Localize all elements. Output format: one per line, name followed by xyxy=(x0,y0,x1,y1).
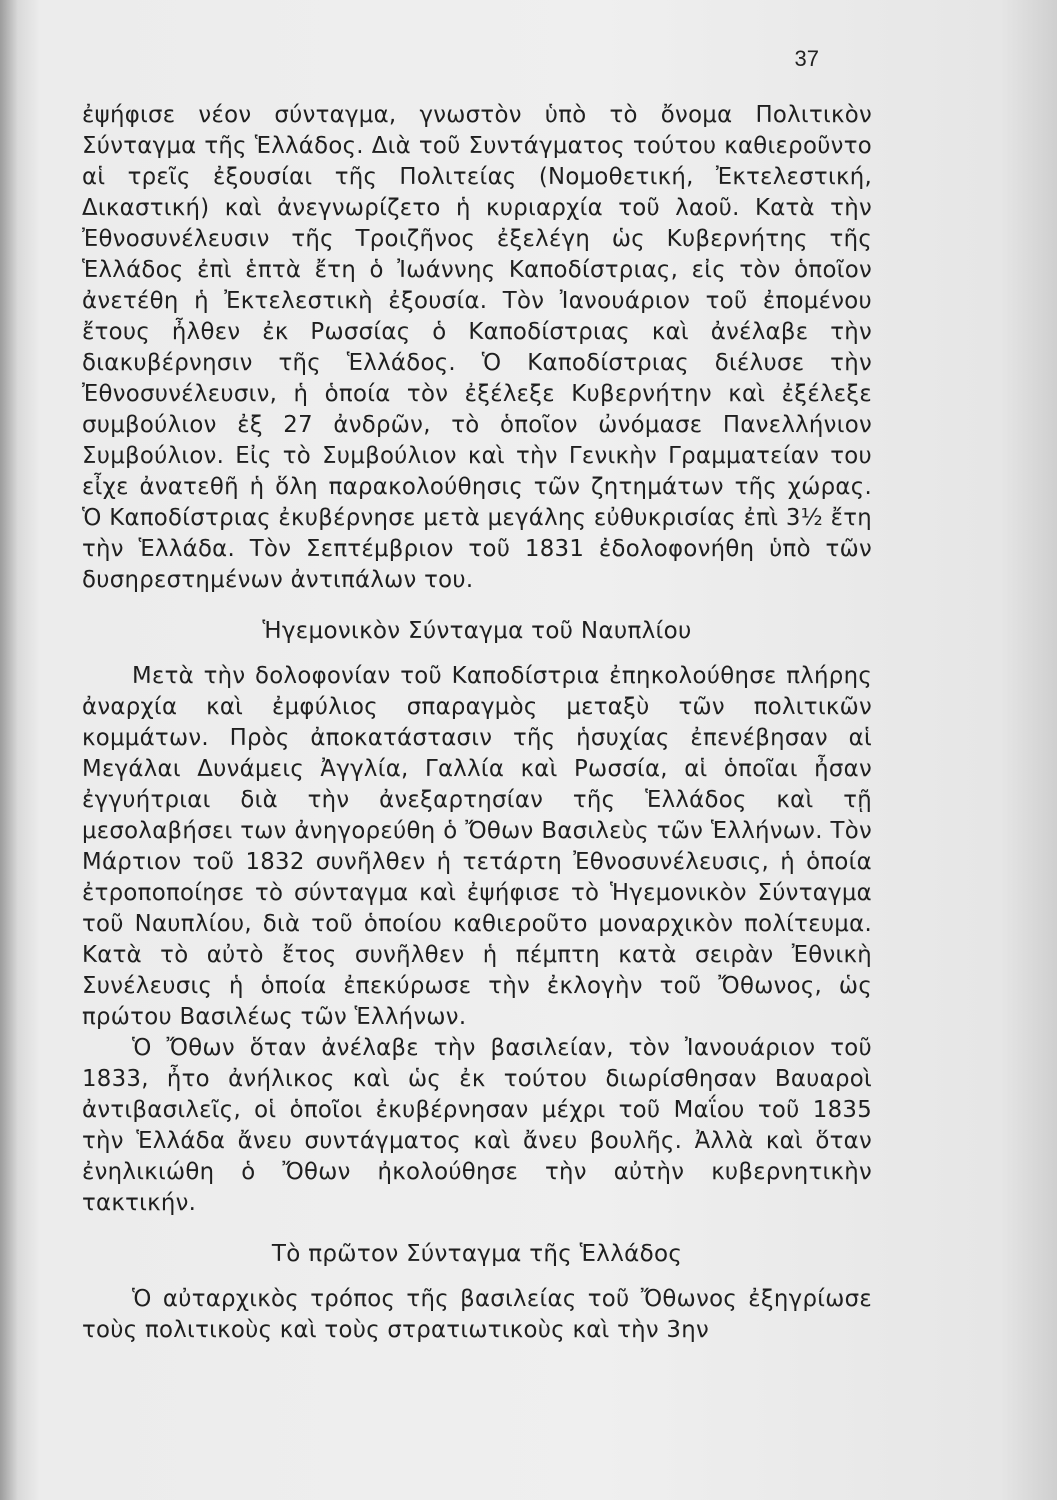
body-paragraph: Ὁ αὐταρχικὸς τρόπος τῆς βασιλείας τοῦ Ὄθωνος ἐξηγρίωσε τοὺς πολιτικοὺς καὶ τοὺς στρατιωτικοὺς καὶ τὴν 3ην xyxy=(82,1286,872,1343)
section-heading: Ἡγεμονικὸν Σύνταγμα τοῦ Ναυπλίου xyxy=(262,618,692,644)
page-body xyxy=(82,100,872,1346)
body-paragraph: Ὁ Ὄθων ὅταν ἀνέλαβε τὴν βασιλείαν, τὸν Ἰανουάριον τοῦ 1833, ἦτο ἀνήλικος καὶ ὡς ἐκ τούτου διωρίσθησαν Βαυαροὶ ἀντιβασιλεῖς, οἱ ὁποῖοι ἐκυβέρνησαν μέχρι τοῦ Μαΐου τοῦ 1835 τὴν Ἑλλάδα ἄνευ συντάγματος καὶ ἄνευ βουλῆς. Ἀλλὰ καὶ ὅταν ἐνηλικιώθη ὁ Ὄθων ἠκολούθησε τὴν αὐτὴν κυβερνητικὴν τακτικήν. xyxy=(82,1035,872,1216)
body-paragraph: ἐψήφισε νέον σύνταγμα, γνωστὸν ὑπὸ τὸ ὄνομα Πολιτικὸν Σύνταγμα τῆς Ἑλλάδος. Διὰ τοῦ Συντάγματος τούτου καθιεροῦντο αἱ τρεῖς ἐξουσίαι τῆς Πολιτείας (Νομοθετική, Ἐκτελεστική, Δικαστική) καὶ ἀνεγνωρίζετο ἡ κυριαρχία τοῦ λαοῦ. Κατὰ τὴν Ἐθνοσυνέλευσιν τῆς Τροιζῆνος ἐξελέγη ὡς Κυβερνήτης τῆς Ἑλλάδος ἐπὶ ἑπτὰ ἔτη ὁ Ἰωάννης Καποδίστριας, εἰς τὸν ὁποῖον ἀνετέθη ἡ Ἐκτελεστικὴ ἐξουσία. Τὸν Ἰανουάριον τοῦ ἐπομένου ἔτους ἦλθεν ἐκ Ρωσσίας ὁ Καποδίστριας καὶ ἀνέλαβε τὴν διακυβέρνησιν τῆς Ἑλλάδος. Ὁ Καποδίστριας διέλυσε τὴν Ἐθνοσυνέλευσιν, ἡ ὁποία τὸν ἐξέλεξε Κυβερνήτην καὶ ἐξέλεξε συμβούλιον ἐξ 27 ἀνδρῶν, τὸ ὁποῖον ὠνόμασε Πανελλήνιον Συμβούλιον. Εἰς τὸ Συμβούλιον καὶ τὴν Γενικὴν Γραμματείαν του εἶχε ἀνατεθῆ ἡ ὅλη παρακολούθησις τῶν ζητημάτων τῆς χώρας. Ὁ Καποδίστριας ἐκυβέρνησε μετὰ μεγάλης εὐθυκρισίας ἐπὶ 3½ ἔτη τὴν Ἑλλάδα. Τὸν Σεπτέμβριον τοῦ 1831 ἐδολοφονήθη ὑπὸ τῶν δυσηρεστημένων ἀντιπάλων του. xyxy=(82,102,872,593)
body-paragraph: Μετὰ τὴν δολοφονίαν τοῦ Καποδίστρια ἐπηκολούθησε πλήρης ἀναρχία καὶ ἐμφύλιος σπαραγμὸς μεταξὺ τῶν πολιτικῶν κομμάτων. Πρὸς ἀποκατάστασιν τῆς ἡσυχίας ἐπενέβησαν αἱ Μεγάλαι Δυνάμεις Ἀγγλία, Γαλλία καὶ Ρωσσία, αἱ ὁποῖαι ἦσαν ἐγγυήτριαι διὰ τὴν ἀνεξαρτησίαν τῆς Ἑλλάδος καὶ τῇ μεσολαβήσει των ἀνηγορεύθη ὁ Ὄθων Βασιλεὺς τῶν Ἑλλήνων. Τὸν Μάρτιον τοῦ 1832 συνῆλθεν ἡ τετάρτη Ἐθνοσυνέλευσις, ἡ ὁποία ἐτροποποίησε τὸ σύνταγμα καὶ ἐψήφισε τὸ Ἡγεμονικὸν Σύνταγμα τοῦ Ναυπλίου, διὰ τοῦ ὁποίου καθιεροῦτο μοναρχικὸν πολίτευμα. Κατὰ τὸ αὐτὸ ἔτος συνῆλθεν ἡ πέμπτη κατὰ σειρὰν Ἐθνικὴ Συνέλευσις ἡ ὁποία ἐπεκύρωσε τὴν ἐκλογὴν τοῦ Ὄθωνος, ὡς πρώτου Βασιλέως τῶν Ἑλλήνων. xyxy=(82,663,872,1030)
page-number: 37 xyxy=(794,46,819,71)
section-heading: Τὸ πρῶτον Σύνταγμα τῆς Ἑλλάδος xyxy=(271,1241,683,1267)
